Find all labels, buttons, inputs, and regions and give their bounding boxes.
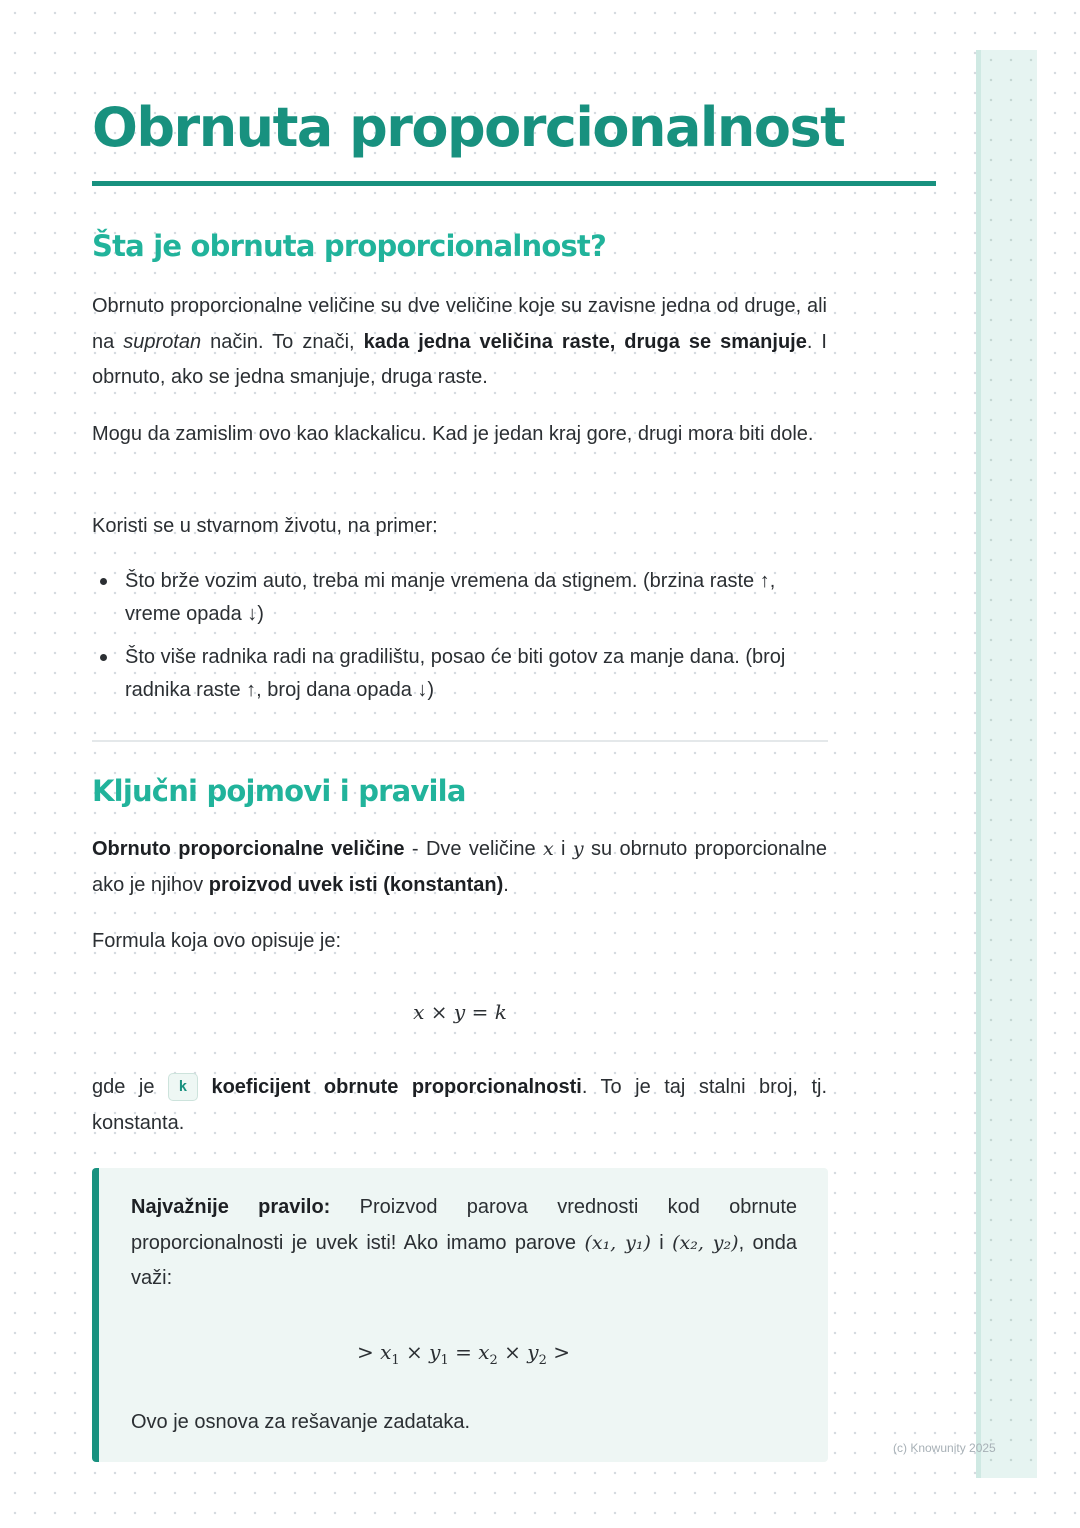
section-heading-key-concepts: Ključni pojmovi i pravila xyxy=(92,774,466,808)
title-underline xyxy=(92,181,936,186)
intro-emphasis: suprotan xyxy=(123,330,202,353)
intro-text-2: način. To znači, xyxy=(201,330,364,353)
pair-2: (x₂, y₂) xyxy=(672,1231,739,1254)
intro-text-3: . I obrnuto, ako se jedna smanjuje, druga raste. xyxy=(92,330,827,388)
rule-callout xyxy=(92,1168,828,1462)
callout-closing: Ovo je osnova za rešavanje zadataka. xyxy=(131,1411,471,1433)
definition-paragraph xyxy=(92,832,827,903)
examples-list xyxy=(92,565,827,717)
definition-text-2: i xyxy=(553,838,573,860)
examples-intro: Koristi se u stvarnom životu, na primer: xyxy=(92,515,438,537)
definition-text-3: su obrnuto proporcionalne ako je njihov xyxy=(92,838,827,896)
formula-sub-1: 1 xyxy=(391,1353,400,1368)
list-item: Što više radnika radi na gradilištu, posao će biti gotov za manje dana. (broj radnika raste ↑, broj dana opada ↓) xyxy=(92,641,827,707)
formula-y2: y xyxy=(527,1340,539,1364)
formula-y1: y xyxy=(429,1340,441,1364)
intro-bold: kada jedna veličina raste, druga se smanjuje xyxy=(363,330,807,353)
main-formula: x × y = k xyxy=(413,1000,507,1024)
formula-times-1: × xyxy=(406,1340,423,1364)
callout-formula xyxy=(99,1340,828,1368)
callout-text-2: i xyxy=(650,1231,673,1254)
math-var-y: y xyxy=(572,838,584,860)
formula-sub-4: 2 xyxy=(538,1353,547,1368)
formula-sub-3: 2 xyxy=(489,1353,498,1368)
definition-text-1: - Dve veličine xyxy=(404,838,543,860)
definition-term: Obrnuto proporcionalne veličine xyxy=(92,838,405,860)
formula-equals: = xyxy=(455,1340,472,1364)
formula-gt-left: > xyxy=(356,1340,374,1364)
callout-text-3: , onda važi: xyxy=(131,1231,798,1289)
coefficient-paragraph xyxy=(92,1070,827,1141)
coefficient-text-2: . To je taj stalni broj, tj. konstanta. xyxy=(92,1076,828,1134)
callout-text-1: Proizvod parova vrednosti kod obrnute proporcionalnosti je uvek isti! Ako imamo parove xyxy=(131,1196,797,1254)
formula-x2: x xyxy=(478,1340,490,1364)
pair-1: (x₁, y₁) xyxy=(584,1231,651,1254)
section-divider xyxy=(92,740,828,742)
list-item: Što brže vozim auto, treba mi manje vremena da stignem. (brzina raste ↑, vreme opada ↓) xyxy=(92,565,827,631)
intro-paragraph xyxy=(92,289,827,396)
page-title: Obrnuta proporcionalnost xyxy=(92,96,845,159)
definition-bold: proizvod uvek isti (konstantan) xyxy=(208,873,504,896)
formula-x1: x xyxy=(380,1340,392,1364)
formula-intro: Formula koja ovo opisuje je: xyxy=(92,930,342,952)
watermark: (c) Knowunity 2025 xyxy=(893,1441,996,1455)
seesaw-paragraph: Mogu da zamislim ovo kao klackalicu. Kad je jedan kraj gore, drugi mora biti dole. xyxy=(92,423,814,445)
formula-gt-right: > xyxy=(553,1340,570,1364)
section-heading-what-is: Šta je obrnuta proporcionalnost? xyxy=(92,229,607,263)
coefficient-text-1: gde je xyxy=(92,1076,168,1098)
definition-text-4: . xyxy=(503,873,509,896)
callout-paragraph xyxy=(131,1190,797,1297)
coefficient-bold: koeficijent obrnute proporcionalnosti xyxy=(211,1076,582,1098)
math-var-x: x xyxy=(542,838,554,860)
right-sidebar-strip xyxy=(976,50,1037,1478)
intro-text-1: Obrnuto proporcionalne veličine su dve veličine koje su zavisne jedna od druge, ali na xyxy=(92,295,827,353)
formula-times-2: × xyxy=(504,1340,521,1364)
callout-bold: Najvažnije pravilo: xyxy=(131,1196,331,1218)
formula-sub-2: 1 xyxy=(440,1353,449,1368)
k-code-badge: k xyxy=(168,1073,198,1101)
